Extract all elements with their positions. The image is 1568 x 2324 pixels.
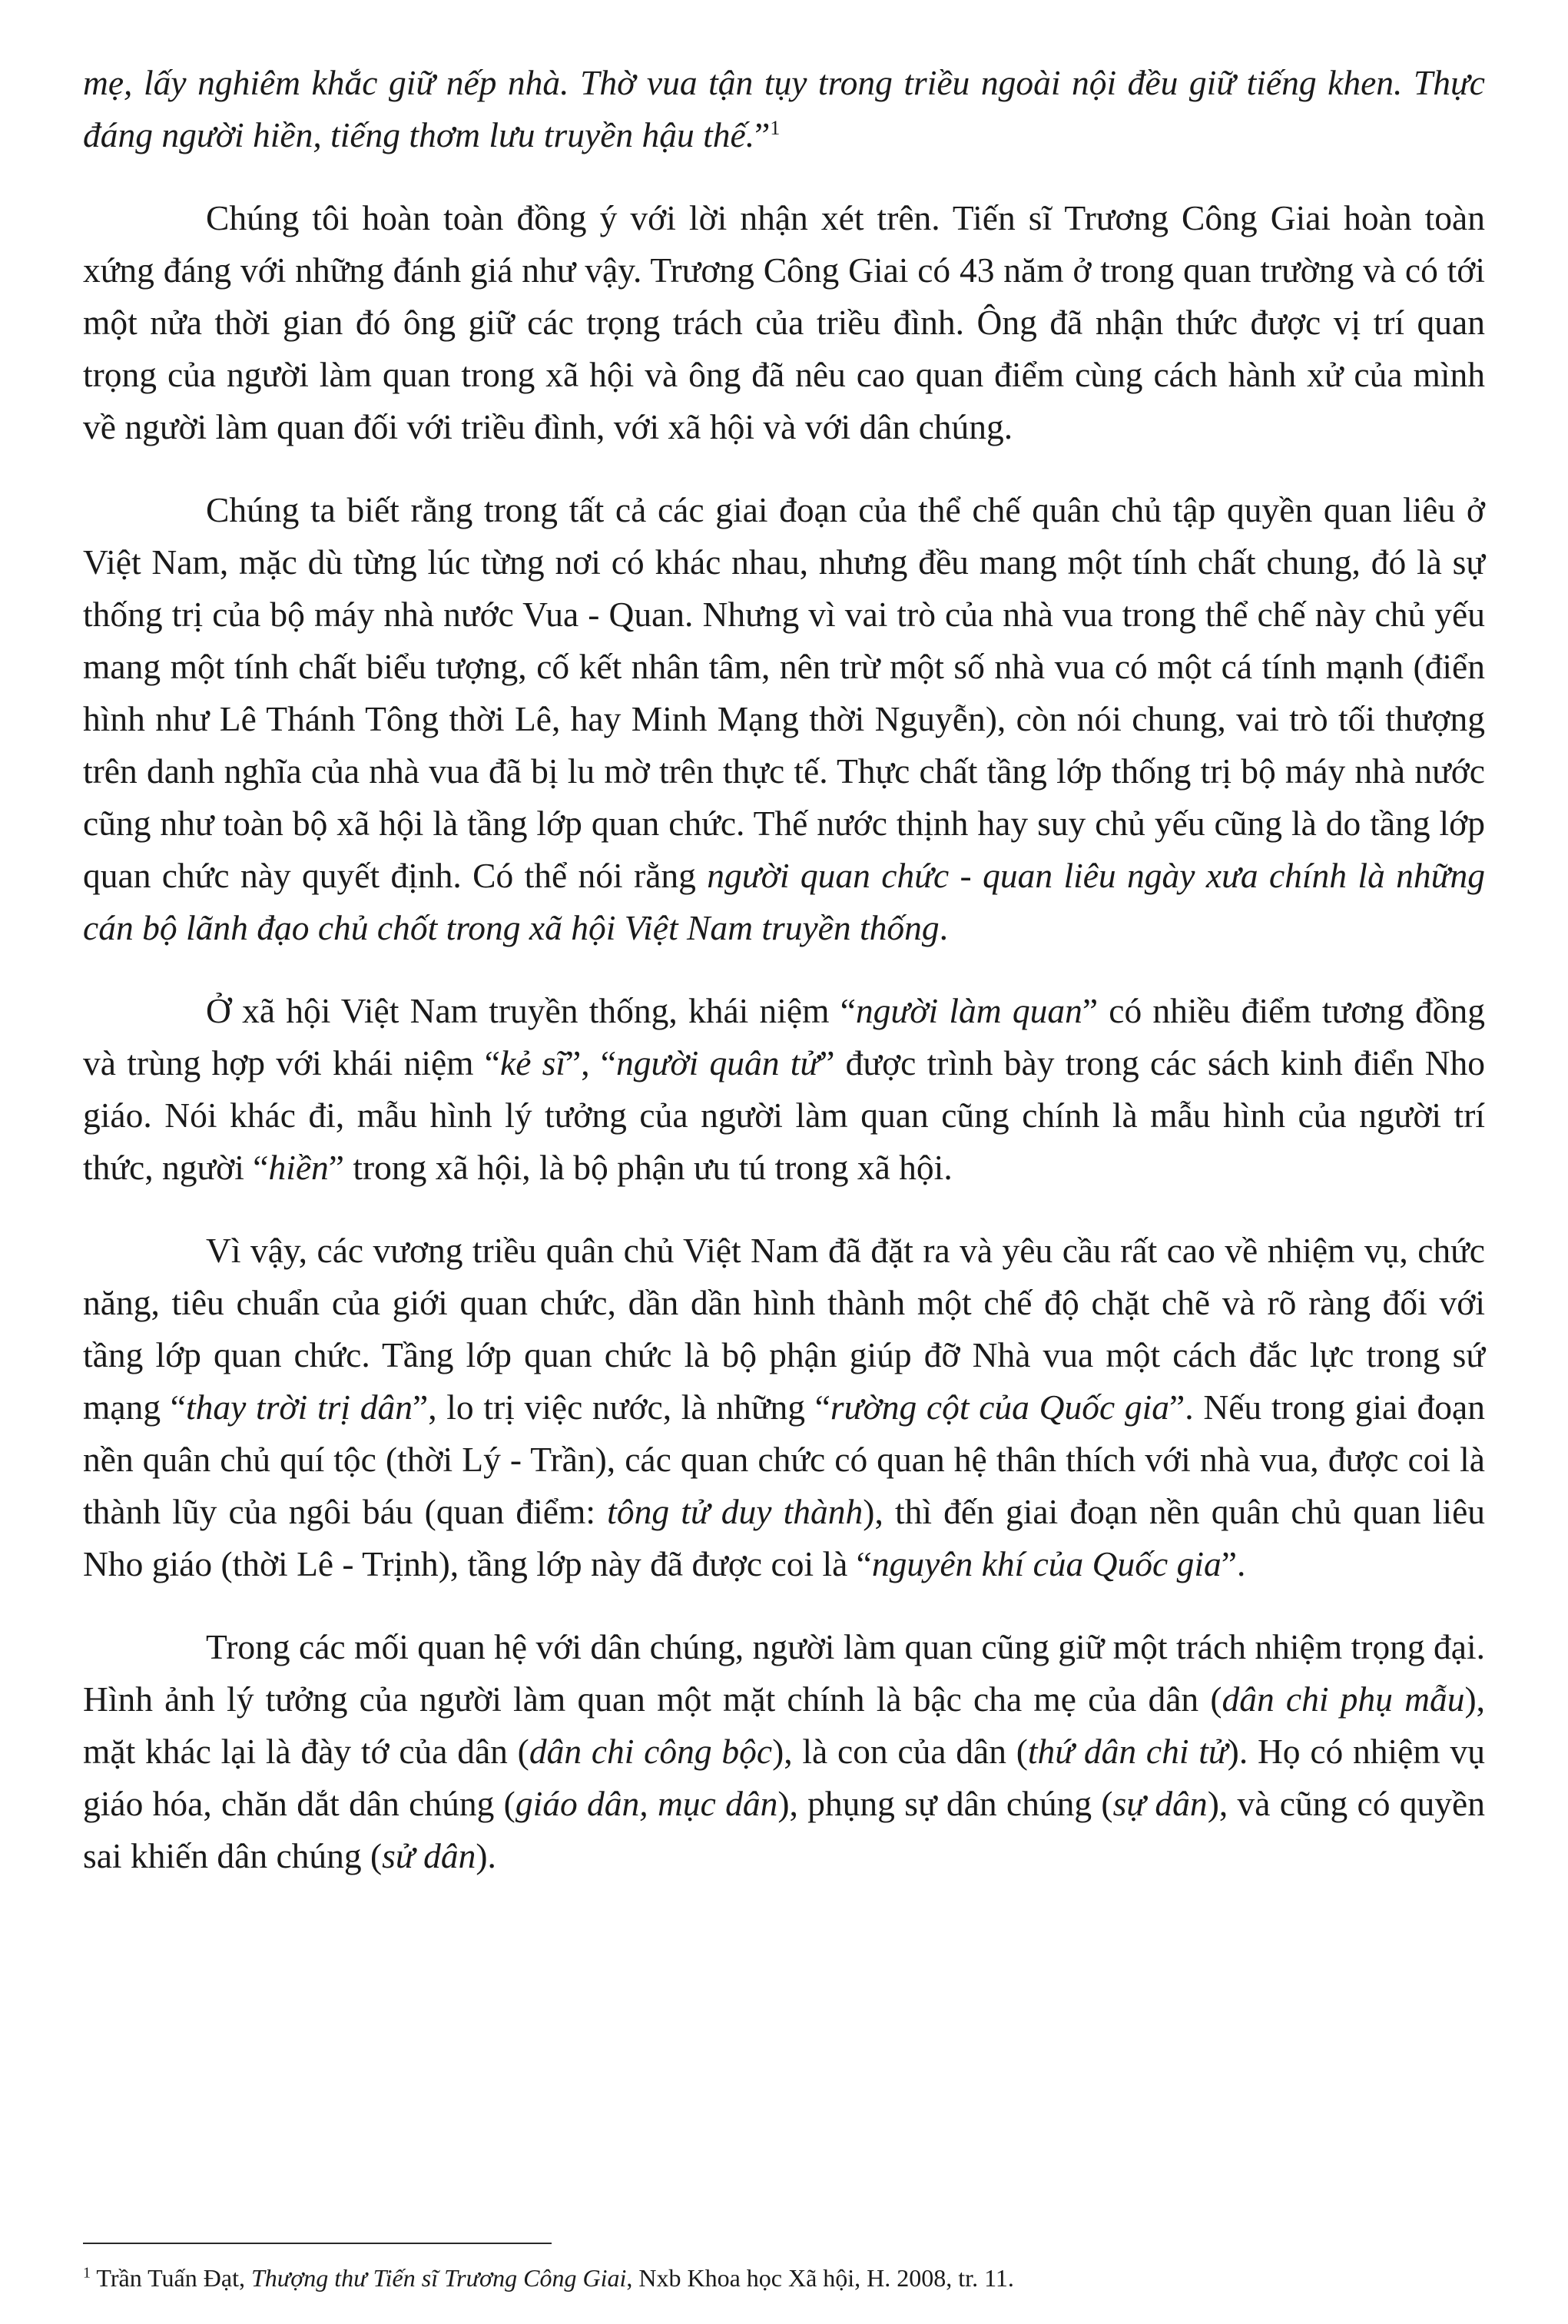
text-segment: ”, lo trị việc nước, là những “ [413, 1387, 830, 1427]
italic-text: sử dân [382, 1836, 476, 1875]
footnote-title: Thượng thư Tiến sĩ Trương Công Giai [250, 2264, 627, 2292]
paragraph-1 [83, 57, 1485, 161]
text-segment: ), là con của dân ( [772, 1732, 1028, 1771]
italic-text: người quân tử [616, 1043, 820, 1082]
text-segment: ” trong xã hội, là bộ phận ưu tú trong xã hội. [328, 1148, 953, 1187]
italic-text: nguyên khí của Quốc gia [871, 1544, 1222, 1583]
italic-text: tông tử duy thành [607, 1492, 864, 1531]
text-segment: Ở xã hội Việt Nam truyền thống, khái niệm “ [206, 991, 856, 1030]
italic-text: rường cột của Quốc gia [830, 1387, 1170, 1427]
italic-text: dân chi công bộc [529, 1732, 773, 1771]
italic-text: người quan chức - quan liêu ngày xưa chính là những cán bộ lãnh đạo chủ chốt trong xã hội Việt Nam truyền thống [83, 856, 1486, 947]
text-segment: Chúng ta biết rằng trong tất cả các giai đoạn của thể chế quân chủ tập quyền quan liêu ở Việt Nam, mặc dù từng lúc từng nơi có khác nhau, nhưng đều mang một tính chất chung, đó là sự thống trị của bộ máy nhà nước Vua - Quan. Nhưng vì vai trò của nhà vua trong thể chế này chủ yếu mang một tính chất biểu tượng, cố kết nhân tâm, nên trừ một số nhà vua có một cá tính mạnh (điển hình như Lê Thánh Tông thời Lê, hay Minh Mạng thời Nguyễn), còn nói chung, vai trò tối thượng trên danh nghĩa của nhà vua đã bị lu mờ trên thực tế. Thực chất tầng lớp thống trị bộ máy nhà nước cũng như toàn bộ xã hội là tầng lớp quan chức. Thế nước thịnh hay suy chủ yếu cũng là do tầng lớp quan chức này quyết định. Có thể nói rằng [83, 490, 1485, 895]
italic-text: hiền [268, 1148, 329, 1187]
footnote-marker: 1 [83, 2264, 91, 2282]
italic-text: sự dân [1112, 1784, 1208, 1823]
text-segment: ), thì đến giai đoạn nền quân chủ quan liêu Nho giáo (thời Lê - Trịnh), tầng lớp này đã được coi là “ [83, 1492, 1486, 1583]
italic-text: thứ dân chi tử [1027, 1732, 1228, 1771]
text-segment: ”. [1221, 1544, 1246, 1583]
text-segment: ” có nhiều điểm tương đồng và trùng hợp với khái niệm “ [83, 991, 1485, 1082]
text-segment: ). [476, 1836, 496, 1875]
paragraph-6 [83, 1621, 1485, 1882]
italic-text: người làm quan [855, 991, 1082, 1030]
text-segment: Chúng tôi hoàn toàn đồng ý với lời nhận xét trên. Tiến sĩ Trương Công Giai hoàn toàn xứng đáng với những đánh giá như vậy. Trương Công Giai có 43 năm ở trong quan trường và có tới một nửa thời gian đó ông giữ các trọng trách của triều đình. Ông đã nhận thức được vị trí quan trọng của người làm quan trong xã hội và ông đã nêu cao quan điểm cùng cách hành xử của mình về người làm quan đối với triều đình, với xã hội và với dân chúng. [83, 198, 1485, 446]
footnote-segment: Trần Tuấn Đạt, [91, 2264, 251, 2292]
paragraph-5 [83, 1225, 1485, 1590]
text-segment: Vì vậy, các vương triều quân chủ Việt Nam đã đặt ra và yêu cầu rất cao về nhiệm vụ, chức năng, tiêu chuẩn của giới quan chức, dần dần hình thành một chế độ chặt chẽ và rõ ràng đối với tầng lớp quan chức. Tầng lớp quan chức là bộ phận giúp đỡ Nhà vua một cách đắc lực trong sứ mạng “ [83, 1231, 1485, 1427]
footnote-segment: , Nxb Khoa học Xã hội, H. 2008, tr. 11. [626, 2264, 1014, 2292]
text-segment: ”. Nếu trong giai đoạn nền quân chủ quí tộc (thời Lý - Trần), các quan chức có quan hệ thân thích với nhà vua, được coi là thành lũy của ngôi báu (quan điểm: [83, 1387, 1485, 1531]
footnote-divider [83, 2243, 552, 2244]
text-segment: . [939, 908, 948, 947]
text-segment: ”, “ [565, 1043, 617, 1082]
italic-text: dân chi phụ mẫu [1222, 1679, 1465, 1719]
italic-text: giáo dân, mục dân [515, 1784, 778, 1823]
paragraph-3 [83, 484, 1485, 954]
paragraph-4 [83, 985, 1485, 1194]
footnote-text [91, 2264, 1014, 2292]
italic-text: thay trời trị dân [186, 1387, 413, 1427]
italic-text: kẻ sĩ [500, 1043, 565, 1082]
italic-text: mẹ, lấy nghiêm khắc giữ nếp nhà. Thờ vua tận tụy trong triều ngoài nội đều giữ tiếng khen. Thực đáng người hiền, tiếng thơm lưu truyền hậu thế. [83, 63, 1485, 154]
text-segment: ” được trình bày trong các sách kinh điển Nho giáo. Nói khác đi, mẫu hình lý tưởng của người làm quan cũng chính là mẫu hình của người trí thức, người “ [83, 1043, 1485, 1187]
text-segment: Trong các mối quan hệ với dân chúng, người làm quan cũng giữ một trách nhiệm trọng đại. Hình ảnh lý tưởng của người làm quan một mặt chính là bậc cha mẹ của dân ( [83, 1627, 1485, 1719]
body-text [83, 57, 1485, 1882]
text-segment: ), phụng sự dân chúng ( [777, 1784, 1113, 1823]
paragraph-2 [83, 192, 1485, 453]
text-segment: ), mặt khác lại là đày tớ của dân ( [83, 1679, 1485, 1771]
footnote [83, 2263, 1485, 2293]
footnote-reference: 1 [770, 116, 781, 139]
text-segment: ). Họ có nhiệm vụ giáo hóa, chăn dắt dân chúng ( [83, 1732, 1485, 1823]
text-segment: ), và cũng có quyền sai khiến dân chúng ( [83, 1784, 1485, 1875]
text-segment: ” [754, 115, 771, 154]
